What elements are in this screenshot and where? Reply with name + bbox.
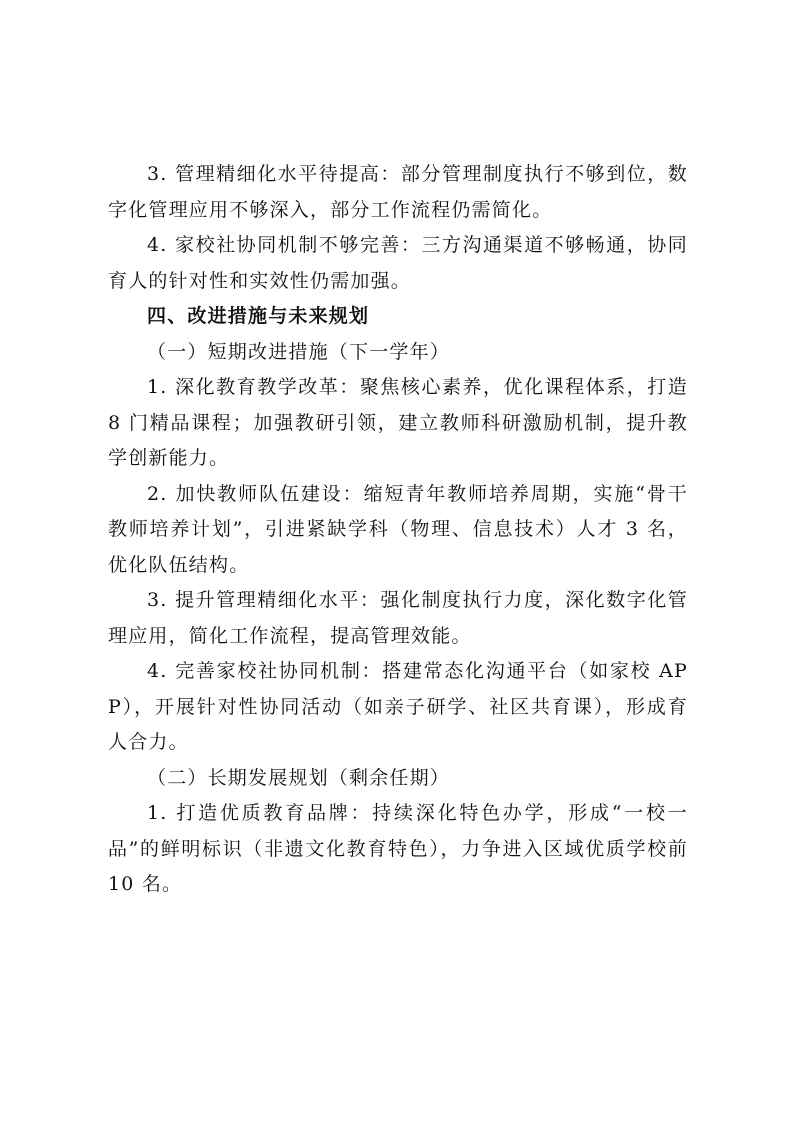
section-heading: 四、改进措施与未来规划 bbox=[147, 305, 370, 327]
document-body bbox=[108, 157, 688, 903]
paragraph-management: 3. 管理精细化水平待提高：部分管理制度执行不够到位，数字化管理应用不够深入，部分工作流程仍需简化。 bbox=[108, 163, 688, 221]
paragraph-collaboration-mechanism: 4. 完善家校社协同机制：搭建常态化沟通平台（如家校 APP），开展针对性协同活动（如亲子研学、社区共育课），形成育人合力。 bbox=[108, 660, 688, 753]
subsection-heading-long-term: （二）长期发展规划（剩余任期） bbox=[147, 766, 451, 789]
paragraph-home-school: 4. 家校社协同机制不够完善：三方沟通渠道不够畅通，协同育人的针对性和实效性仍需加强。 bbox=[108, 234, 688, 292]
paragraph-teaching-reform: 1. 深化教育教学改革：聚焦核心素养，优化课程体系，打造 8 门精品课程；加强教研引领，建立教师科研激励机制，提升教学创新能力。 bbox=[108, 376, 688, 469]
subsection-heading-short-term: （一）短期改进措施（下一学年） bbox=[147, 340, 451, 363]
paragraph-management-improvement: 3. 提升管理精细化水平：强化制度执行力度，深化数字化管理应用，简化工作流程，提高管理效能。 bbox=[108, 589, 688, 647]
paragraph-education-brand: 1. 打造优质教育品牌：持续深化特色办学，形成“一校一品”的鲜明标识（非遗文化教育特色），力争进入区域优质学校前 10 名。 bbox=[108, 802, 688, 895]
paragraph-teacher-team: 2. 加快教师队伍建设：缩短青年教师培养周期，实施“骨干教师培养计划”，引进紧缺学科（物理、信息技术）人才 3 名，优化队伍结构。 bbox=[108, 482, 688, 576]
